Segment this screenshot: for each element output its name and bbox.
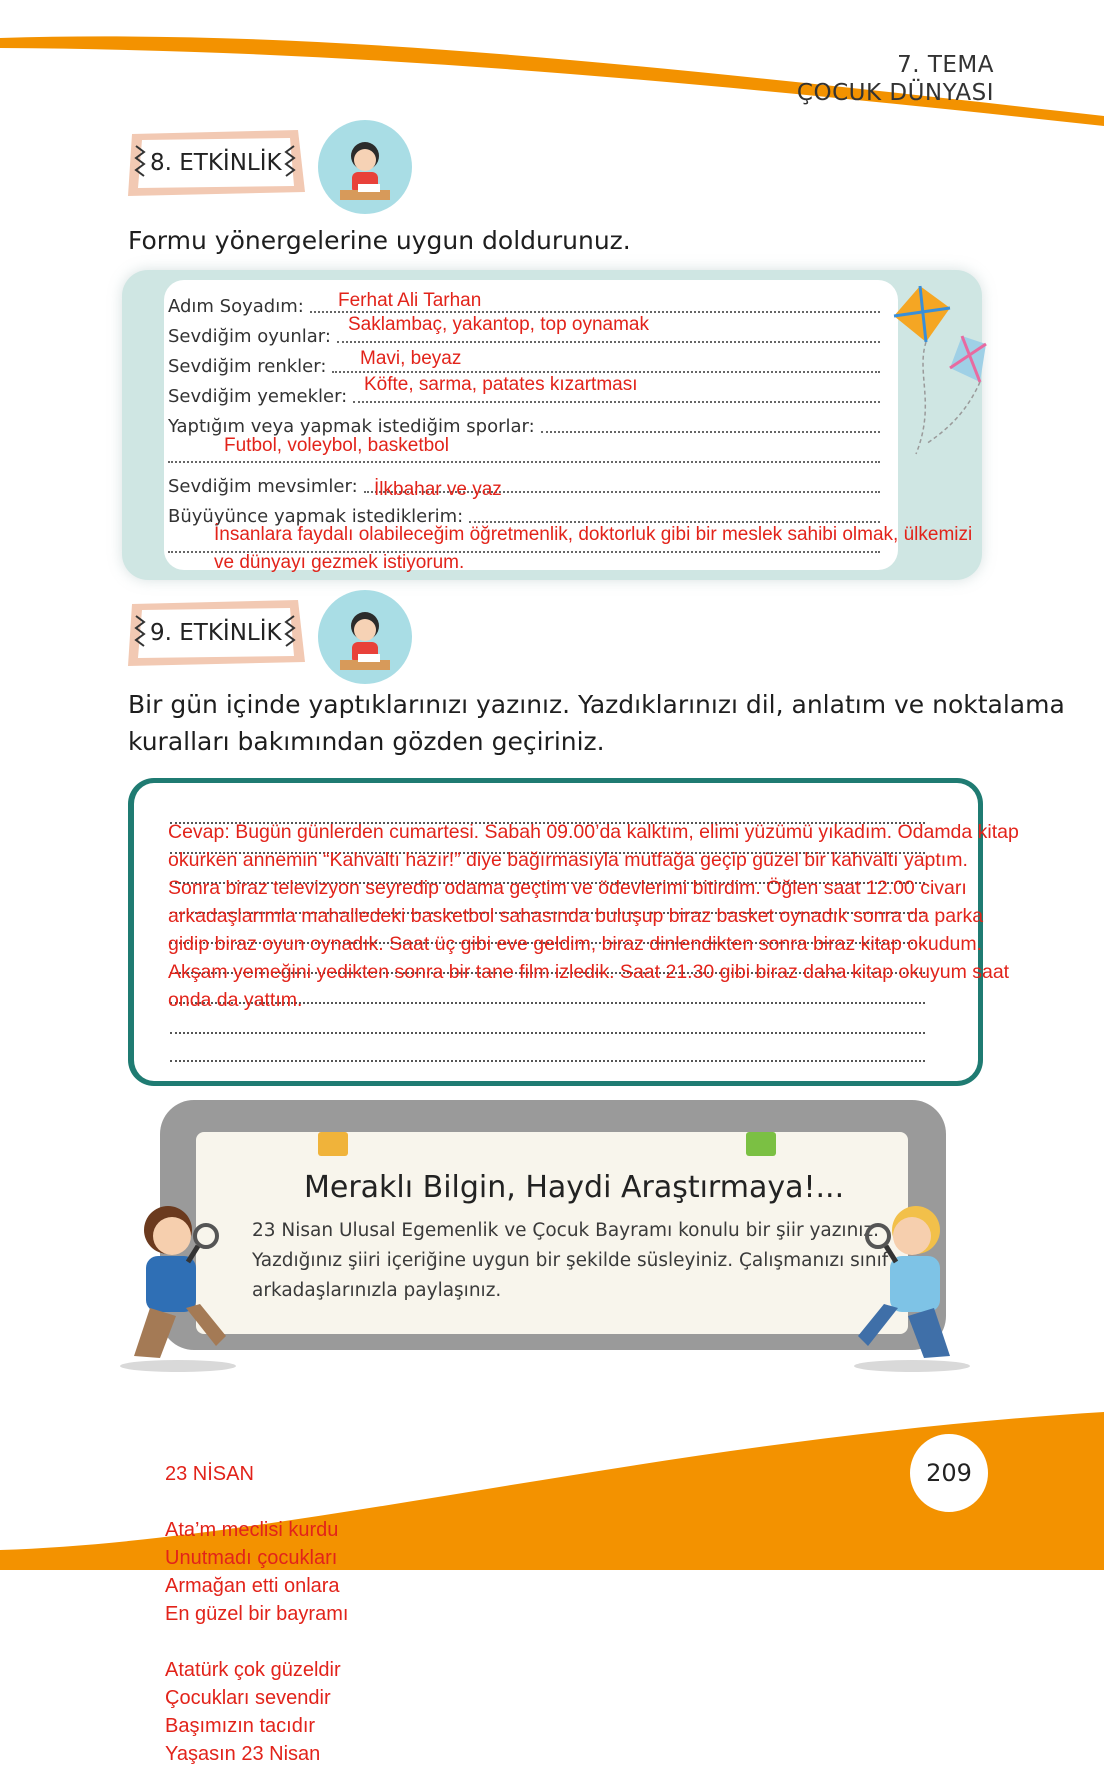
research-text	[252, 1216, 892, 1306]
poem-title: 23 NİSAN	[165, 1463, 254, 1485]
poem-stanza-1	[165, 1516, 348, 1628]
future-answer-line-1: İnsanlara faydalı olabileceğim öğretmenlik, doktorluk gibi bir meslek sahibi olmak, ülkemizi	[214, 524, 973, 545]
games-answer: Saklambaç, yakantop, top oynamak	[348, 314, 650, 335]
form-line	[168, 461, 880, 463]
poem-line: Ata’m meclisi kurdu	[165, 1519, 339, 1541]
seasons-answer: İlkbahar ve yaz	[374, 479, 502, 500]
answer-line: okurken annemin “Kahvaltı hazır!” diye bağırmasıyla mutfağa geçip güzel bir kahvaltı yaptım.	[168, 849, 968, 871]
activity-9-answer	[168, 818, 1088, 1014]
answer-line: Sonra biraz televizyon seyredip odama geçtim ve ödevlerimi bitirdim. Öğlen saat 12.00 civarı	[168, 877, 967, 899]
theme-number: 7. TEMA	[897, 52, 994, 78]
page-number: 209	[908, 1432, 990, 1514]
seasons-label: Sevdiğim mevsimler:	[168, 476, 358, 497]
poem-line: Armağan etti onlara	[165, 1575, 340, 1597]
answer-line: arkadaşlarımla mahalledeki basketbol sahasında buluşup biraz basket oynadık sonra da parka	[168, 905, 984, 927]
name-answer: Ferhat Ali Tarhan	[338, 290, 482, 311]
poem-line: Başımızın tacıdır	[165, 1715, 316, 1737]
form-row-seasons	[168, 473, 880, 497]
games-label: Sevdiğim oyunlar:	[168, 326, 331, 347]
future-label: Büyüyünce yapmak istediklerim:	[168, 506, 464, 527]
sports-label: Yaptığım veya yapmak istediğim sporlar:	[168, 416, 535, 437]
poem-line: En güzel bir bayramı	[165, 1603, 349, 1625]
writing-line	[170, 1060, 925, 1062]
activity-9-instruction-line-2: kuralları bakımından gözden geçiriniz.	[128, 727, 605, 756]
name-label: Adım Soyadım:	[168, 296, 304, 317]
girl-magnifier-icon	[850, 1196, 974, 1372]
boy-magnifier-icon	[116, 1196, 240, 1372]
girl-writing-icon	[318, 590, 412, 684]
foods-label: Sevdiğim yemekler:	[168, 386, 348, 407]
sports-answer: Futbol, voleybol, basketbol	[224, 435, 449, 456]
kite-icon	[886, 284, 990, 464]
activity-8-instruction: Formu yönergelerine uygun doldurunuz.	[128, 226, 631, 255]
colors-answer: Mavi, beyaz	[360, 348, 462, 369]
answer-line: gidip biraz oyun oynadık. Saat üç gibi eve geldim, biraz dinlendikten sonra biraz kitap okudum.	[168, 933, 983, 955]
answer-line: Cevap: Bugün günlerden cumartesi. Sabah 09.00’da kalktım, elimi yüzümü yıkadım. Odamda kitap	[168, 821, 1019, 843]
clip-icon	[318, 1132, 348, 1156]
poem-line: Unutmadı çocukları	[165, 1547, 338, 1569]
research-title: Meraklı Bilgin, Haydi Araştırmaya!...	[304, 1170, 845, 1205]
activity-9-label: 9. ETKİNLİK	[150, 620, 282, 646]
activity-9-instruction-line-1: Bir gün içinde yaptıklarınızı yazınız. Yazdıklarınızı dil, anlatım ve noktalama	[128, 690, 1065, 719]
answer-line: onda da yattım.	[168, 989, 303, 1011]
poem-line: Yaşasın 23 Nisan	[165, 1743, 321, 1765]
writing-line	[170, 1032, 925, 1034]
poem-line: Atatürk çok güzeldir	[165, 1659, 341, 1681]
future-answer-line-2: ve dünyayı gezmek istiyorum.	[214, 552, 465, 573]
foods-answer: Köfte, sarma, patates kızartması	[364, 374, 638, 395]
poem-line: Çocukları sevendir	[165, 1687, 331, 1709]
theme-title: ÇOCUK DÜNYASI	[796, 80, 994, 106]
research-line-1: 23 Nisan Ulusal Egemenlik ve Çocuk Bayramı konulu bir şiir yazınız.	[252, 1220, 880, 1241]
clip-icon	[746, 1132, 776, 1156]
colors-label: Sevdiğim renkler:	[168, 356, 327, 377]
research-line-2: Yazdığınız şiiri içeriğine uygun bir şekilde süsleyiniz. Çalışmanızı sınıf	[252, 1250, 889, 1271]
research-line-3: arkadaşlarınızla paylaşınız.	[252, 1280, 502, 1301]
girl-writing-icon	[318, 120, 412, 214]
form-row-sports	[168, 413, 880, 437]
poem-stanza-2	[165, 1656, 341, 1768]
answer-line: Akşam yemeğini yedikten sonra bir tane film izledik. Saat 21.30 gibi biraz daha kitap okuyum saat	[168, 961, 1010, 983]
activity-8-label: 8. ETKİNLİK	[150, 150, 282, 176]
